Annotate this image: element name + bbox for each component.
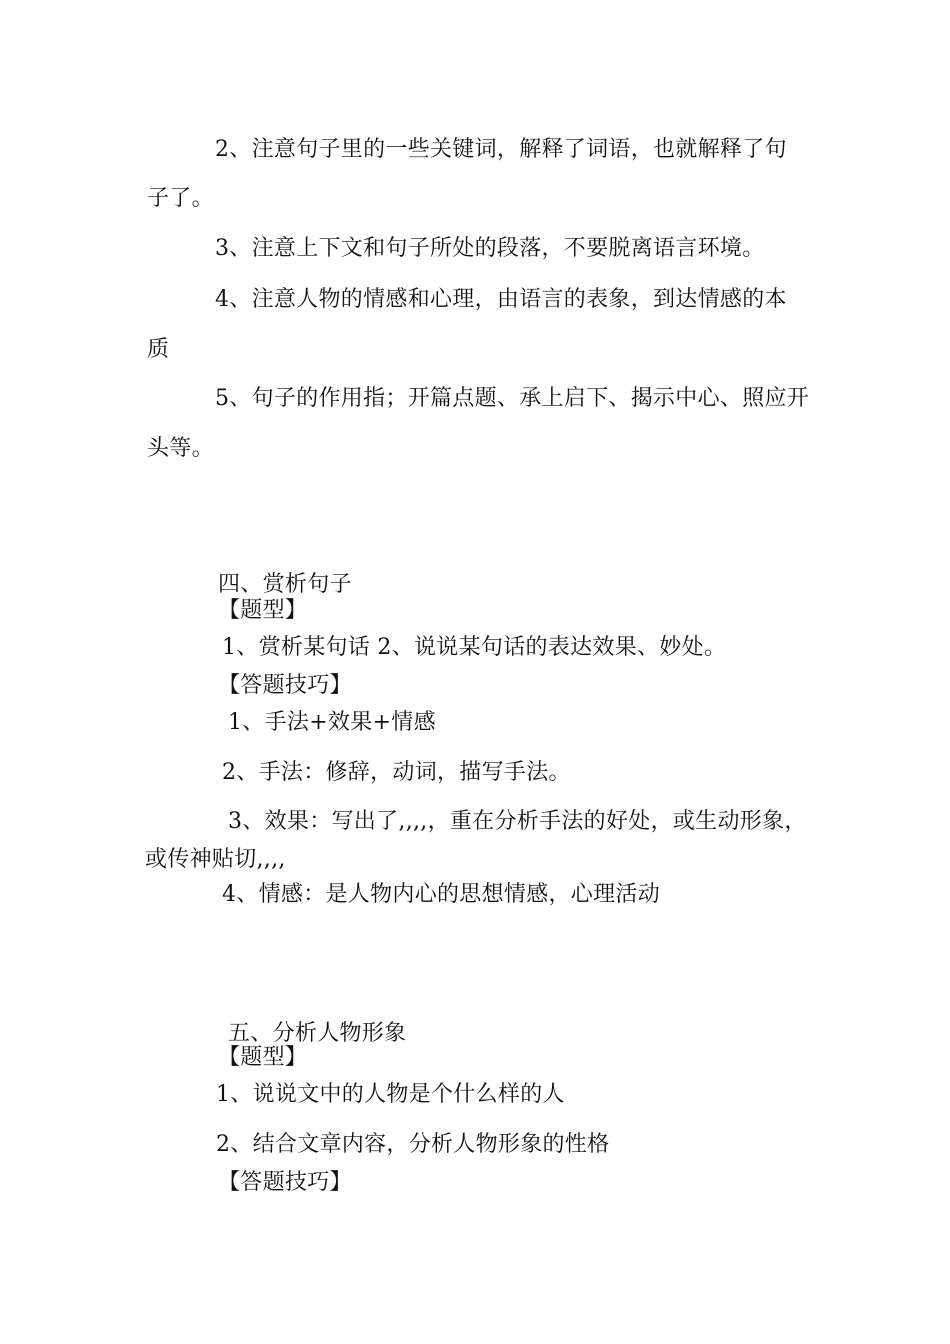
s3-item2-line1: 2、注意句子里的一些关键词，解释了词语，也就解释了句: [215, 137, 787, 162]
section5-tips-label: 【答题技巧】: [218, 1170, 352, 1195]
s3-item3: 3、注意上下文和句子所处的段落，不要脱离语言环境。: [215, 236, 765, 261]
s3-item5-line1: 5、句子的作用指；开篇点题、承上启下、揭示中心、照应开: [215, 386, 810, 411]
section4-type-items: 1、赏析某句话 2、说说某句话的表达效果、妙处。: [222, 635, 727, 660]
s3-item2-line2: 子了。: [147, 186, 214, 211]
section5-heading: 五、分析人物形象: [228, 1021, 407, 1046]
s3-item5-line2: 头等。: [147, 436, 214, 461]
section4-tip2: 2、手法：修辞，动词，描写手法。: [222, 760, 571, 785]
section4-type-label: 【题型】: [218, 598, 308, 623]
section4-tip3-line2: 或传神贴切,,,,: [145, 847, 286, 872]
section5-type-item2: 2、结合文章内容，分析人物形象的性格: [216, 1132, 610, 1157]
section5-type-label: 【题型】: [218, 1045, 308, 1070]
section5-type-item1: 1、说说文中的人物是个什么样的人: [216, 1082, 565, 1107]
section4-tips-label: 【答题技巧】: [218, 673, 352, 698]
s3-item4-line2: 质: [147, 337, 170, 362]
section4-heading: 四、赏析句子: [218, 572, 352, 597]
section4-tip1: 1、手法+效果+情感: [228, 710, 436, 735]
section4-tip4: 4、情感：是人物内心的思想情感，心理活动: [222, 882, 660, 907]
section4-tip3-line1: 3、效果：写出了,,,,，重在分析手法的好处，或生动形象，: [228, 809, 807, 834]
s3-item4-line1: 4、注意人物的情感和心理，由语言的表象，到达情感的本: [215, 287, 787, 312]
